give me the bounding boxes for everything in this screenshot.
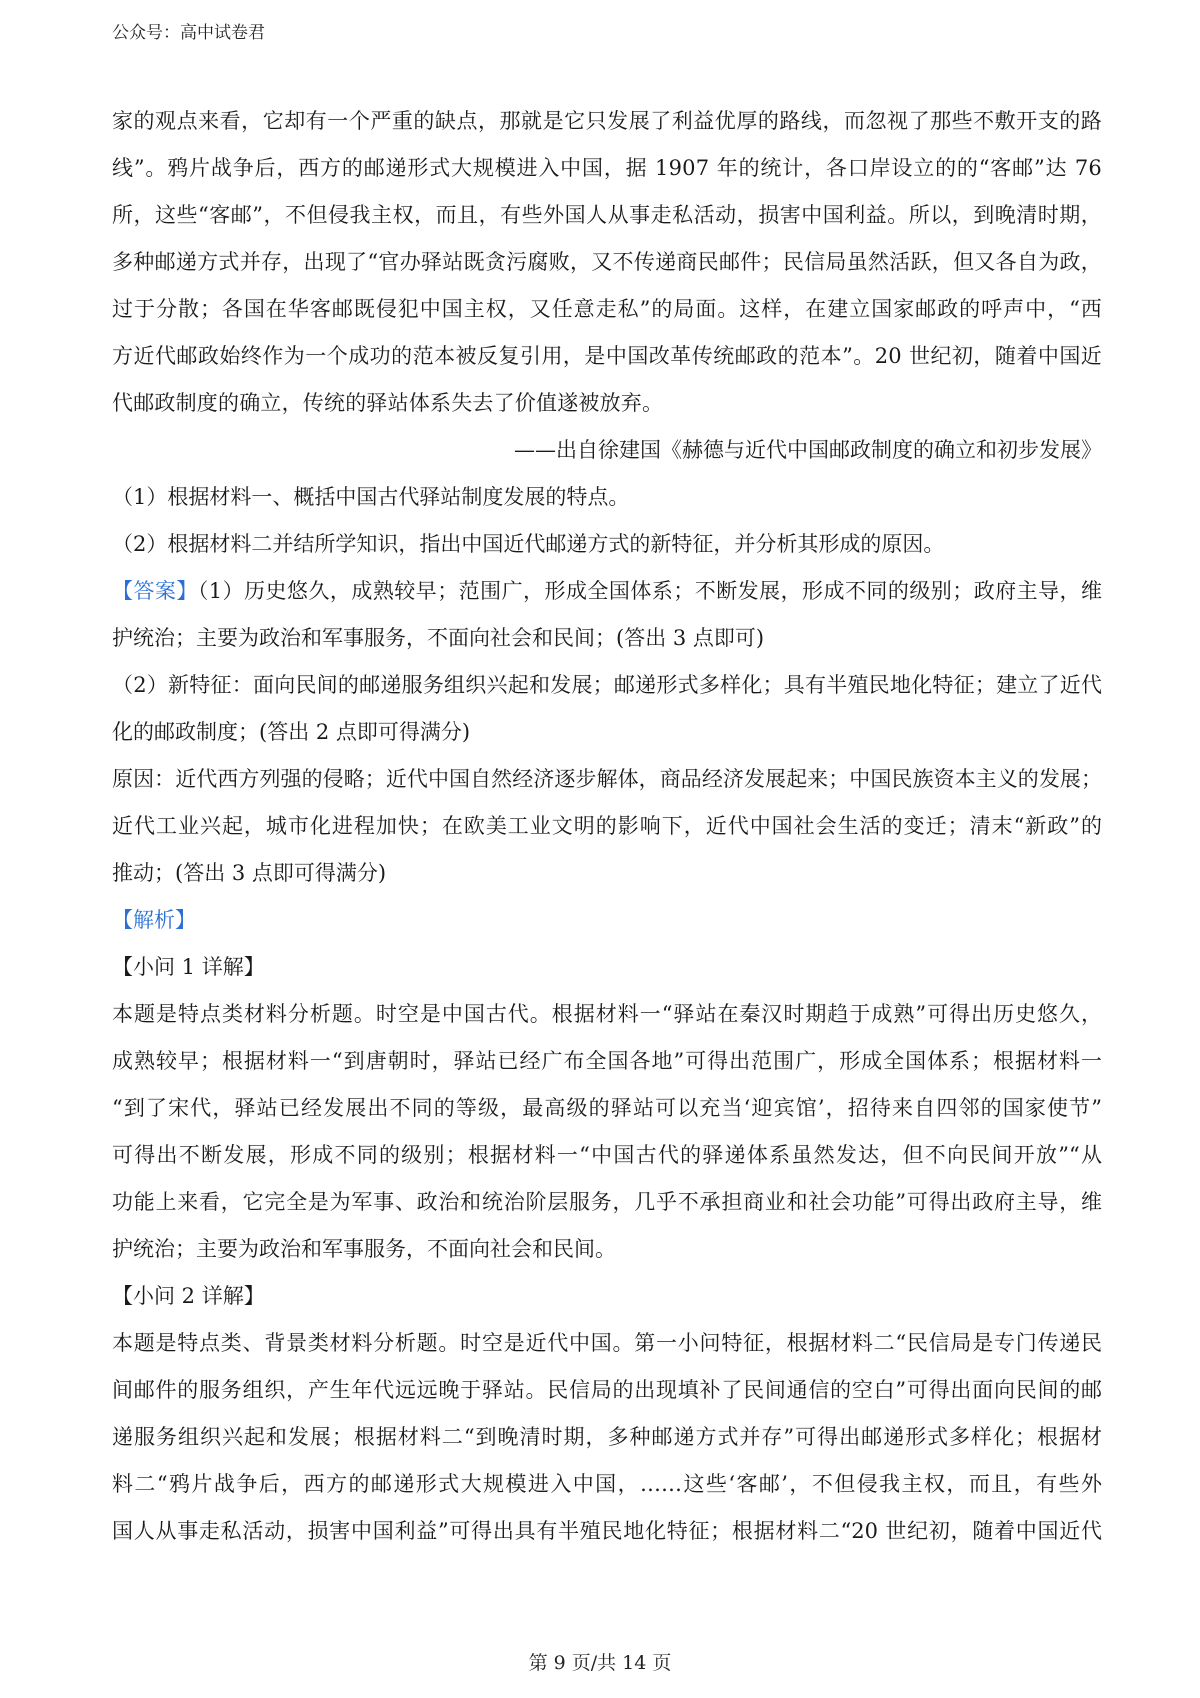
- answer-line: 护统治；主要为政治和军事服务，不面向社会和民间；(答出 3 点即可): [112, 626, 765, 650]
- answer-line: 推动；(答出 3 点即可得满分): [112, 861, 387, 885]
- analysis-line: 料二“鸦片战争后，西方的邮递形式大规模进入中国，……这些‘客邮’，不但侵我主权，而且，有些外: [112, 1472, 1102, 1496]
- analysis-tag: 【解析】: [112, 908, 196, 932]
- header-source: 公众号：高中试卷君: [112, 23, 265, 43]
- analysis-line: 可得出不断发展，形成不同的级别；根据材料一“中国古代的驿递体系虽然发达，但不向民间开放”“从: [112, 1143, 1102, 1167]
- analysis-line: 国人从事走私活动，损害中国利益”可得出具有半殖民地化特征；根据材料二“20 世纪初，随着中国近代: [112, 1519, 1102, 1543]
- material-line: 过于分散；各国在华客邮既侵犯中国主权，又任意走私”的局面。这样，在建立国家邮政的呼声中，“西: [112, 297, 1102, 321]
- question-1: （1）根据材料一、概括中国古代驿站制度发展的特点。: [112, 485, 630, 509]
- analysis-line: 护统治；主要为政治和军事服务，不面向社会和民间。: [112, 1237, 616, 1261]
- answer-line: 化的邮政制度；(答出 2 点即可得满分): [112, 720, 471, 744]
- material-line: 多种邮递方式并存，出现了“官办驿站既贪污腐败，又不传递商民邮件；民信局虽然活跃，但又各自为政，: [112, 250, 1102, 274]
- question-2: （2）根据材料二并结所学知识，指出中国近代邮递方式的新特征，并分析其形成的原因。: [112, 532, 945, 556]
- answer-line: 近代工业兴起，城市化进程加快；在欧美工业文明的影响下，近代中国社会生活的变迁；清末“新政”的: [112, 814, 1102, 838]
- analysis-line: 本题是特点类、背景类材料分析题。时空是近代中国。第一小问特征，根据材料二“民信局是专门传递民: [112, 1331, 1102, 1355]
- analysis-line: 间邮件的服务组织，产生年代远远晚于驿站。民信局的出现填补了民间通信的空白”可得出面向民间的邮: [112, 1378, 1102, 1402]
- analysis-line: 递服务组织兴起和发展；根据材料二“到晚清时期，多种邮递方式并存”可得出邮递形式多样化；根据材: [112, 1425, 1102, 1449]
- material-line: 线”。鸦片战争后，西方的邮递形式大规模进入中国，据 1907 年的统计，各口岸设立的的“客邮”达 76: [112, 156, 1102, 180]
- page-content: [112, 98, 1102, 1555]
- analysis-line: 功能上来看，它完全是为军事、政治和统治阶层服务，几乎不承担商业和社会功能”可得出政府主导，维: [112, 1190, 1102, 1214]
- answer-tag: 【答案】: [112, 579, 198, 603]
- material-line: 代邮政制度的确立，传统的驿站体系失去了价值遂被放弃。: [112, 391, 664, 415]
- analysis-line: 本题是特点类材料分析题。时空是中国古代。根据材料一“驿站在秦汉时期趋于成熟”可得出历史悠久，: [112, 1002, 1102, 1026]
- analysis-line: 成熟较早；根据材料一“到唐朝时，驿站已经广布全国各地”可得出范围广，形成全国体系；根据材料一: [112, 1049, 1102, 1073]
- material-line: 家的观点来看，它却有一个严重的缺点，那就是它只发展了利益优厚的路线，而忽视了那些不敷开支的路: [112, 109, 1102, 133]
- subquestion-2-title: 【小问 2 详解】: [112, 1284, 265, 1308]
- subquestion-1-title: 【小问 1 详解】: [112, 955, 265, 979]
- material-line: 方近代邮政始终作为一个成功的范本被反复引用，是中国改革传统邮政的范本”。20 世纪初，随着中国近: [112, 344, 1102, 368]
- page-number: 第 9 页/共 14 页: [528, 1652, 672, 1674]
- material-source: ——出自徐建国《赫德与近代中国邮政制度的确立和初步发展》: [514, 438, 1102, 462]
- answer-line-1: 【答案】（1）历史悠久，成熟较早；范围广，形成全国体系；不断发展，形成不同的级别；政府主导，维: [112, 579, 1102, 603]
- answer-line: 原因：近代西方列强的侵略；近代中国自然经济逐步解体，商品经济发展起来；中国民族资本主义的发展；: [112, 767, 1102, 791]
- analysis-line: “到了宋代，驿站已经发展出不同的等级，最高级的驿站可以充当‘迎宾馆’，招待来自四邻的国家使节”: [112, 1096, 1102, 1120]
- answer-line: （2）新特征：面向民间的邮递服务组织兴起和发展；邮递形式多样化；具有半殖民地化特征；建立了近代: [112, 673, 1102, 697]
- material-line: 所，这些“客邮”，不但侵我主权，而且，有些外国人从事走私活动，损害中国利益。所以，到晚清时期，: [112, 203, 1102, 227]
